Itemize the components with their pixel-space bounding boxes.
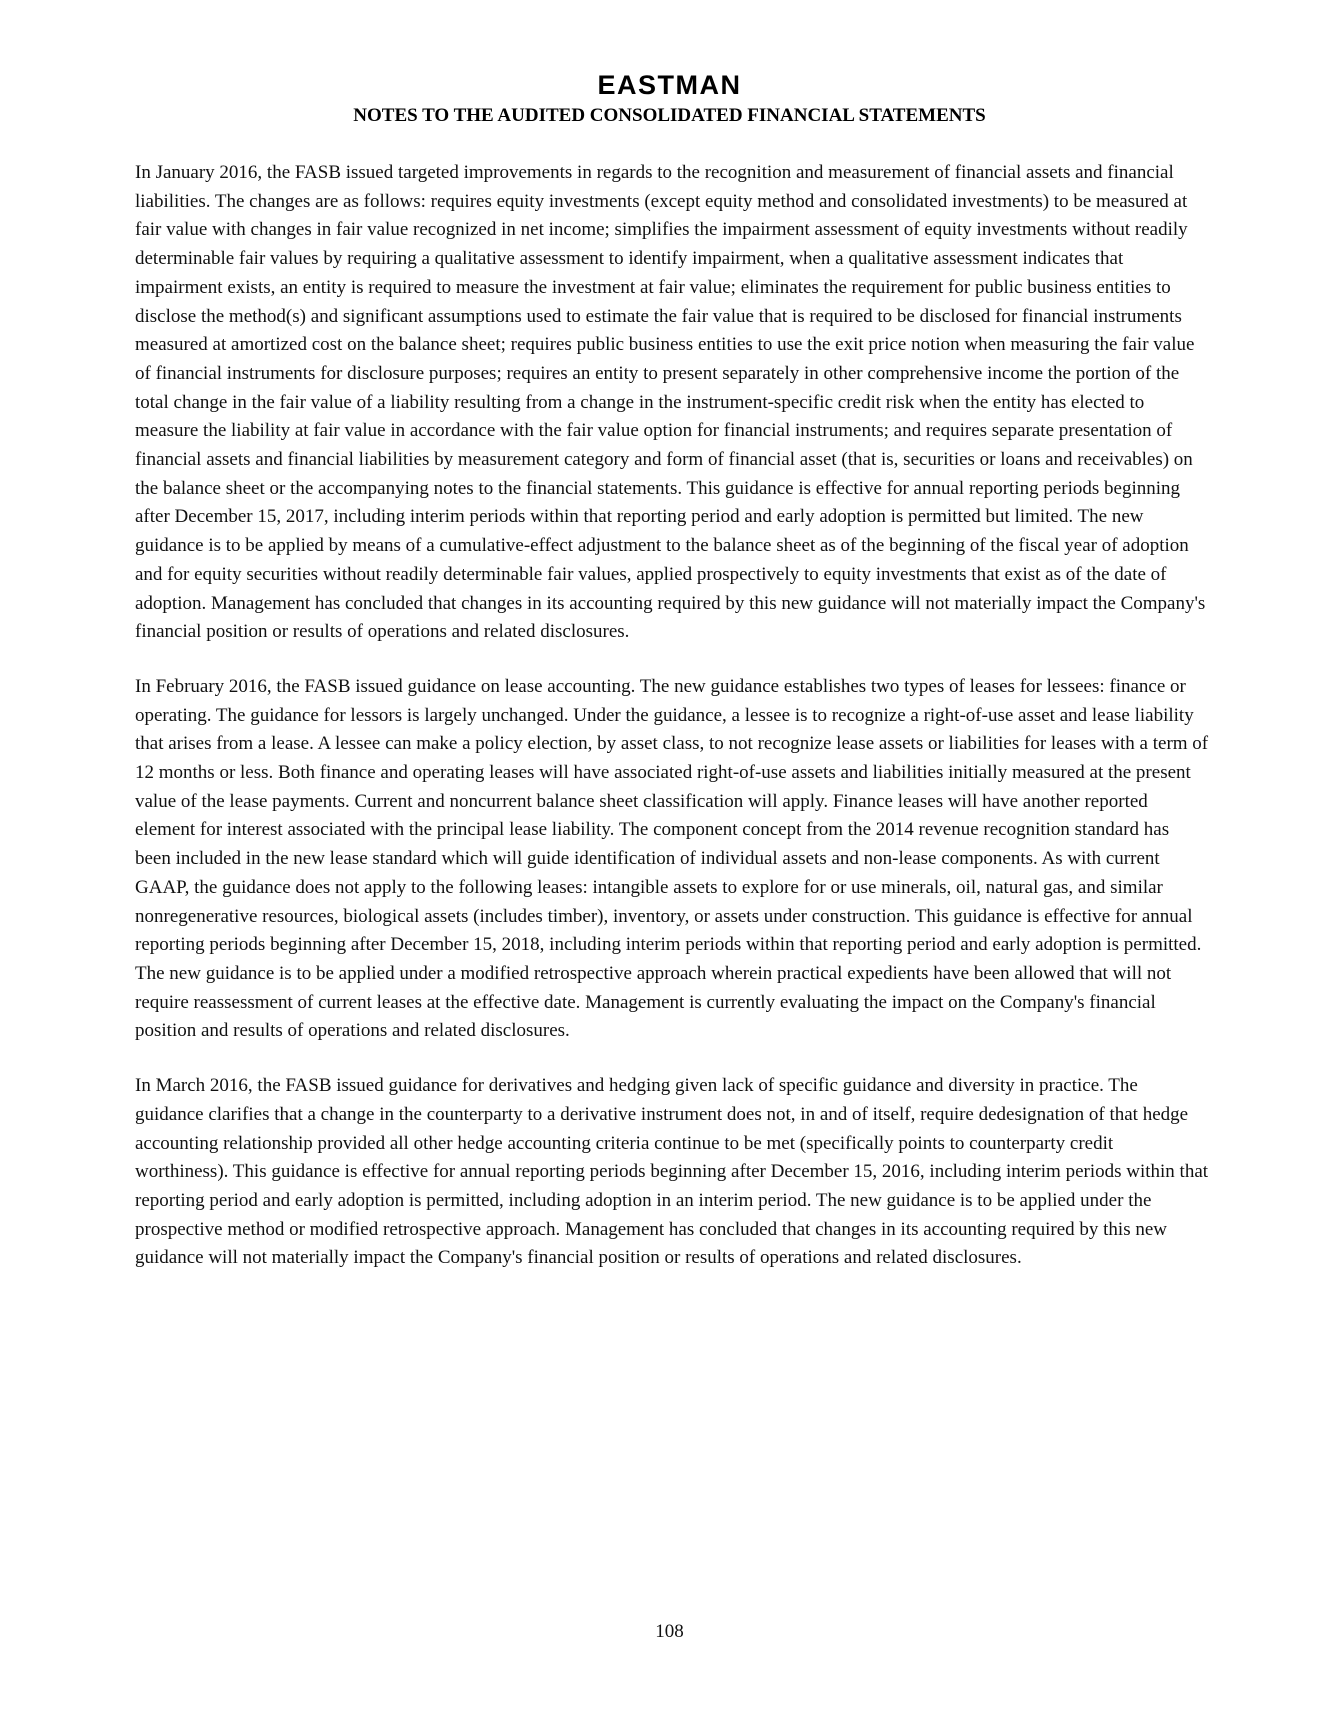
document-title: NOTES TO THE AUDITED CONSOLIDATED FINANCIAL STATEMENTS	[353, 105, 986, 126]
page-number: 108	[655, 1621, 684, 1642]
page-header	[0, 70, 1339, 128]
paragraph-derivatives-hedging: In March 2016, the FASB issued guidance for derivatives and hedging given lack of specific guidance and diversity in practice. The guidance clarifies that a change in the counterparty to a derivative instrument does not, in and of itself, require dedesignation of that hedge accounting relationship provided all other hedge accounting criteria continue to be met (specifically points to counterparty credit worthiness). This guidance is effective for annual reporting periods beginning after December 15, 2016, including interim periods within that reporting period and early adoption is permitted, including adoption in an interim period. The new guidance is to be applied under the prospective method or modified retrospective approach. Management has concluded that changes in its accounting required by this new guidance will not materially impact the Company's financial position or results of operations and related disclosures.	[135, 1075, 1209, 1269]
paragraph-lease-accounting: In February 2016, the FASB issued guidance on lease accounting. The new guidance establishes two types of leases for lessees: finance or operating. The guidance for lessors is largely unchanged. Under the guidance, a lessee is to recognize a right-of-use asset and lease liability that arises from a lease. A lessee can make a policy election, by asset class, to not recognize lease assets or liabilities for leases with a term of 12 months or less. Both finance and operating leases will have associated right-of-use assets and liabilities initially measured at the present value of the lease payments. Current and noncurrent balance sheet classification will apply. Finance leases will have another reported element for interest associated with the principal lease liability. The component concept from the 2014 revenue recognition standard has been included in the new lease standard which will guide identification of individual assets and non-lease components. As with current GAAP, the guidance does not apply to the following leases: intangible assets to explore for or use minerals, oil, natural gas, and similar nonregenerative resources, biological assets (includes timber), inventory, or assets under construction. This guidance is effective for annual reporting periods beginning after December 15, 2018, including interim periods within that reporting period and early adoption is permitted. The new guidance is to be applied under a modified retrospective approach wherein practical expedients have been allowed that will not require reassessment of current leases at the effective date. Management is currently evaluating the impact on the Company's financial position and results of operations and related disclosures.	[135, 675, 1209, 1042]
eastman-logo: EASTMAN	[597, 70, 742, 100]
paragraph-financial-instruments: In January 2016, the FASB issued targeted improvements in regards to the recognition and measurement of financial assets and financial liabilities. The changes are as follows: requires equity investments (except equity method and consolidated investments) to be measured at fair value with changes in fair value recognized in net income; simplifies the impairment assessment of equity investments without readily determinable fair values by requiring a qualitative assessment to identify impairment, when a qualitative assessment indicates that impairment exists, an entity is required to measure the investment at fair value; eliminates the requirement for public business entities to disclose the method(s) and significant assumptions used to estimate the fair value that is required to be disclosed for financial instruments measured at amortized cost on the balance sheet; requires public business entities to use the exit price notion when measuring the fair value of financial instruments for disclosure purposes; requires an entity to present separately in other comprehensive income the portion of the total change in the fair value of a liability resulting from a change in the instrument-specific credit risk when the entity has elected to measure the liability at fair value in accordance with the fair value option for financial instruments; and requires separate presentation of financial assets and financial liabilities by measurement category and form of financial asset (that is, securities or loans and receivables) on the balance sheet or the accompanying notes to the financial statements. This guidance is effective for annual reporting periods beginning after December 15, 2017, including interim periods within that reporting period and early adoption is permitted but limited. The new guidance is to be applied by means of a cumulative-effect adjustment to the balance sheet as of the beginning of the fiscal year of adoption and for equity securities without readily determinable fair values, applied prospectively to equity investments that exist as of the date of adoption. Management has concluded that changes in its accounting required by this new guidance will not materially impact the Company's financial position or results of operations and related disclosures.	[135, 162, 1206, 643]
document-body	[135, 159, 1209, 1299]
